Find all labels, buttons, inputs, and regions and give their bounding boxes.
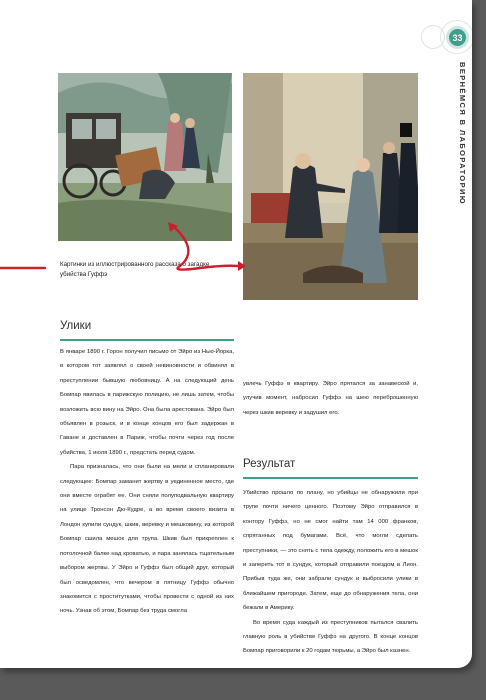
figure-caption: Картинки из иллюстрированного рассказа о загадке убийства Гуффэ xyxy=(60,261,210,278)
page-number: 33 xyxy=(449,29,466,46)
result-paragraph-1: Убийство прошло по плану, но убийцы не обнаружили при трупе почти ничего ценного. Поэтому Эйро отправился в контору Гуффэ, но не смог найти там 14 000 франков, спрятанных под бумагами. Всё, что могли сделать преступники, — это снять с тела одежду, положить его в мешок и запереть тот в сундук, который отправили поездом в Лион. Прибыв туда же, они забрали сундук и выбросили улики в ближайшем пригороде. Затем, еще до обнаружения тела, они бежали в Америку. xyxy=(243,490,418,612)
divider xyxy=(60,339,234,341)
result-column xyxy=(243,486,418,659)
divider xyxy=(243,477,418,479)
heading-result: Результат xyxy=(243,458,296,470)
illustration-murder-scene xyxy=(243,73,418,300)
clues-paragraph-2: Пара призналась, что они были на мели и спланировали следующее: Бомпар заманит жертву в уединенное место, где они вместе ограбят ее. Они сняли полуподвальную квартиру на улице Тронсон Дю-Кудре, а во время своего визита в Лондон купили сундук, шкив, веревку и мешковину, из которой Бомпар сшила мешок для трупа. Шкив был прикреплен к потолочной балке над кроватью, и пара занялась тщательным выбором жертвы. У Эйро и Гуффэ был общий друг, который был осведомлен, что вечером в пятницу Гуффэ обычно знакомится с проститутками, чтобы провести с одной из них ночь. Узнав об этом, Бомпар без труда смогла xyxy=(60,464,234,615)
result-paragraph-2: Во время суда каждый из преступников пытался свалить главную роль в убийстве Гуффэ на другого. В конце концов Бомпар приговорили к 20 годам тюрьмы, а Эйро был казнен. xyxy=(243,619,418,655)
clues-continuation-text: увлечь Гуффэ в квартиру. Эйро прятался за занавеской и, улучив момент, набросил Гуффэ на шею переброшенную через шкив веревку и задушил его. xyxy=(243,381,418,416)
heading-clues: Улики xyxy=(60,320,92,332)
clues-paragraph-1: В январе 1890 г. Горон получил письмо от Эйро из Нью-Йорка, в котором тот заявлял о своей невиновности и обвинял в преступлении бывшую любовницу. А на следующий день Бомпар явилась в парижскую полицию, не лишь затем, чтобы возложить всю вину на Эйро. Она была арестована. Эйро был объявлен в розыск, и в конце концов его был задержан в Гаване и доставлен в Париж, чтобы почти через год после убийства, 1 июля 1890 г., предстать перед судом. xyxy=(60,349,234,456)
clues-column xyxy=(60,345,234,619)
section-title: ВЕРНЁМСЯ В ЛАБОРАТОРИЮ xyxy=(458,62,467,205)
red-arrow-icon xyxy=(0,210,250,280)
clues-continuation xyxy=(243,377,418,420)
